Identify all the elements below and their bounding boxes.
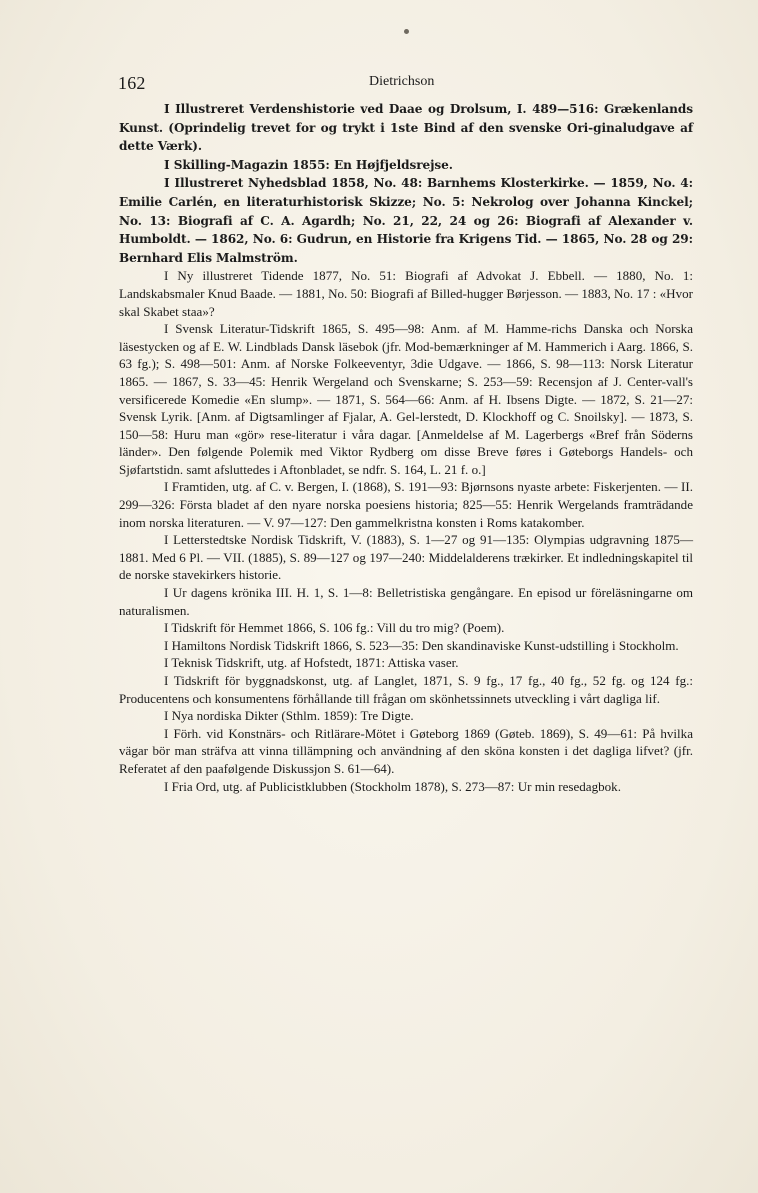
entry-tidskrift-for-hemmet: I Tidskrift för Hemmet 1866, S. 106 fg.: Vill du tro mig? (Poem). — [164, 620, 505, 636]
ink-dot — [404, 29, 409, 34]
entry-letterstedtske-nordisk-tidskrift: I Letterstedtske Nordisk Tidskrift, V. (1883), S. 1—27 og 91—135: Olympias udgravning 1875—1881. Med 6 Pl. — VII. (1885), S. 89—127 og 197—240: Middelalderens trækirker. Et indledningskapitel til de norske stavekirkers historie. — [119, 532, 693, 583]
entry-ny-illustreret-tidende: I Ny illustreret Tidende 1877, No. 51: Biografi af Advokat J. Ebbell. — 1880, No. 1: Landskabsmaler Knud Baade. — 1881, No. 50: Biografi af Billed-hugger Børjesson. — 1883, No. 17 : «Hvor skal Skabet staa»? — [119, 268, 693, 319]
entry-framtiden: I Framtiden, utg. af C. v. Bergen, I. (1868), S. 191—93: Bjørnsons nyaste arbete: Fiskerjenten. — II. 299—326: Första bladet af den nyare norska poesiens historia; 825—55: Henrik Wergelands framträdande inom norska literaturen. — V. 97—127: Den gammelkristna konsten i Roms katakomber. — [119, 479, 693, 530]
bibliography-list — [119, 100, 693, 795]
entry-hamiltons-nordisk-tidskrift: I Hamiltons Nordisk Tidskrift 1866, S. 523—35: Den skandinaviske Kunst-udstilling i Stockholm. — [164, 637, 679, 653]
entry-tidskrift-for-byggnadskonst: I Tidskrift för byggnadskonst, utg. af Langlet, 1871, S. 9 fg., 17 fg., 40 fg., 52 fg. og 124 fg.: Producentens och konsumentens förhållande till frågan om skönhetssinnets utveckling i vårt dagliga lif. — [119, 673, 693, 706]
running-head: Dietrichson — [369, 74, 435, 89]
entry-ur-dagens-kronika: I Ur dagens krönika III. H. 1, S. 1—8: Belletristiska gengångare. En episod ur föreläsningarne om naturalismen. — [119, 585, 693, 618]
entry-nya-nordiska-dikter: I Nya nordiska Dikter (Sthlm. 1859): Tre Digte. — [164, 708, 414, 724]
entry-teknisk-tidskrift: I Teknisk Tidskrift, utg. af Hofstedt, 1871: Attiska vaser. — [164, 655, 459, 671]
entry-forh-konstnars: I Förh. vid Konstnärs- och Ritlärare-Mötet i Gøteborg 1869 (Gøteb. 1869), S. 49—61: På hvilka vägar bör man sträfva att vinna tillämpning och användning af den sköna konsten i det dagliga lifvet? (jfr. Referatet af den paafølgende Diskussjon S. 61—64). — [119, 725, 693, 776]
entry-skilling-magazin: I Skilling-Magazin 1855: En Højfjeldsrejse. — [164, 157, 453, 172]
page-number: 162 — [118, 73, 146, 93]
entry-illustreret-nyhedsblad: I Illustreret Nyhedsblad 1858, No. 48: Barnhems Klosterkirke. — 1859, No. 4: Emilie Carlén, en literaturhistorisk Skizze; No. 5: Nekrolog over Johanna Kinckel; No. 13: Biografi af C. A. Agardh; No. 21, 22, 24 og 26: Biografi af Alexander v. Humboldt. — 1862, No. 6: Gudrun, en Historie fra Krigens Tid. — 1865, No. 28 og 29: Bernhard Elis Malmström. — [119, 176, 693, 265]
entry-svensk-literatur-tidskrift: I Svensk Literatur-Tidskrift 1865, S. 495—98: Anm. af M. Hamme-richs Danska och Norska läsestycken og af E. W. Lindblads Dansk läsebok (jfr. Mod-bemærkninger af M. Hammerich i Aarg. 1866, S. 63 fg.); S. 498—501: Anm. af Norske Folkeeventyr, 3die Udgave. — 1866, S. 98—113: Norsk Literatur 1865. — 1867, S. 33—45: Henrik Wergeland och Svenskarne; S. 253—59: Recensjon af J. Center-vall's versificerede Komedie «En slump». — 1871, S. 564—66: Anm. af H. Ibsens Digte. — 1872, S. 21—27: Svensk Lyrik. [Anm. af Digtsamlinger af Fjalar, A. Gel-lerstedt, D. Klockhoff og C. Snoilsky]. — 1873, S. 150—58: Huru man «gör» rese-literatur i våra dagar. [Anmeldelse af M. Lagerbergs «Bref från Söderns länder». Den følgende Polemik med Viktor Rydberg om disse Breve føres i Gøteborgs Handels- och Sjøfartstidn. samt afsluttedes i Aftonbladet, se ndfr. S. 164, L. 21 f. o.] — [119, 321, 693, 477]
entry-fria-ord: I Fria Ord, utg. af Publicistklubben (Stockholm 1878), S. 273—87: Ur min resedagbok. — [164, 778, 621, 794]
page-header — [118, 73, 671, 93]
entry-illustreret-verdenshistorie: I Illustreret Verdenshistorie ved Daae og Drolsum, I. 489—516: Grækenlands Kunst. (Oprindelig trevet for og trykt i 1ste Bind af den svenske Ori-ginaludgave af dette Værk). — [119, 102, 693, 154]
